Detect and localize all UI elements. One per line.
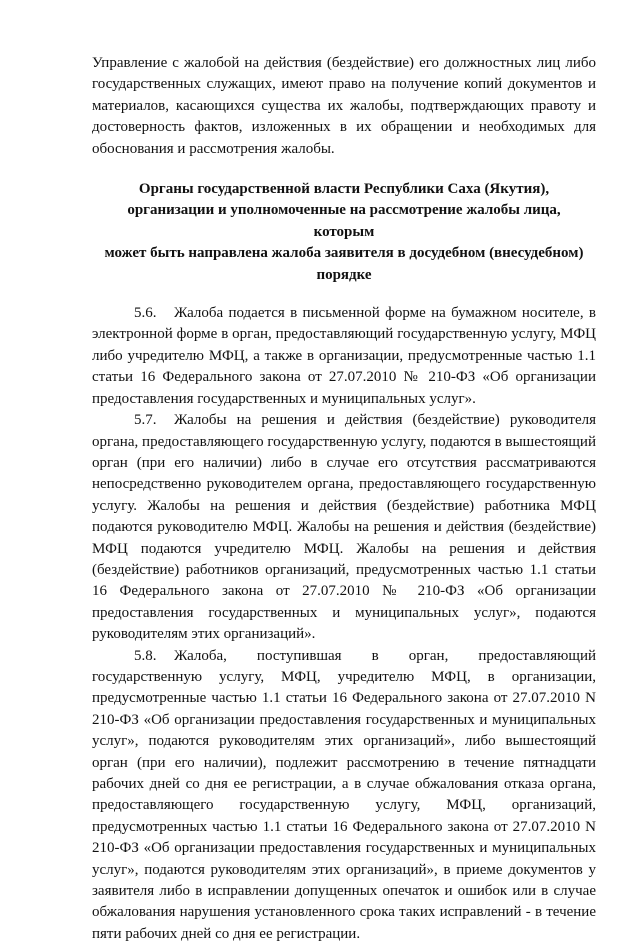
clause-5-8 [92,646,596,945]
document-page [92,53,596,945]
section-heading-line: может быть направлена жалоба заявителя в досудебном (внесудебном) [104,245,584,262]
clause-5-7 [92,410,596,645]
clause-number: 5.6. [134,305,157,322]
clause-text: Жалоба подается в письменной форме на бумажном носителе, в электронной форме в орган, предоставляющий государственную услугу, МФЦ либо учредителю МФЦ, а также в организации, предусмотренные частью 1.1 статьи 16 Федерального закона от 27.07.2010 № 210-ФЗ «Об организации предоставления государственных и муниципальных услуг». [92,305,596,407]
clause-5-6 [92,303,596,410]
clause-text: Жалобы на решения и действия (бездействие) руководителя органа, предоставляющего государственную услугу, подаются в вышестоящий орган (при его наличии) либо в случае его отсутствия рассматриваются непосредственно руководителем органа, предоставляющего государственную услугу. Жалобы на решения и действия (бездействие) работника МФЦ подаются руководителю МФЦ. Жалобы на решения и действия (бездействие) МФЦ подаются учредителю МФЦ. Жалобы на решения и действия (бездействие) работников организаций, предусмотренных частью 1.1 статьи 16 Федерального закона от 27.07.2010 № 210-ФЗ «Об организации предоставления государственных и муниципальных услуг», подаются руководителям этих организаций». [92,412,596,643]
section-heading [92,179,596,286]
intro-paragraph: Управление с жалобой на действия (бездействие) его должностных лиц либо государственных служащих, имеют право на получение копий документов и материалов, касающихся существа их жалобы, подтверждающих правоту и достоверность фактов, изложенных в их обращении и необходимых для обоснования и рассмотрения жалобы. [92,55,596,157]
clause-number: 5.8. [134,647,157,664]
section-heading-line: Органы государственной власти Республики Саха (Якутия), [138,181,550,198]
section-heading-line: организации и уполномоченные на рассмотрение жалобы лица, которым [127,202,561,240]
clause-number: 5.7. [134,412,157,429]
clause-text: Жалоба, поступившая в орган, предоставляющий государственную услугу, МФЦ, учредителю МФЦ, в организации, предусмотренные частью 1.1 статьи 16 Федерального закона от 27.07.2010 N 210-ФЗ «Об организации предоставления государственных и муниципальных услуг», подаются руководителям этих организаций», либо вышестоящий орган (при его наличии), подлежит рассмотрению в течение пятнадцати рабочих дней со дня ее регистрации, а в случае обжалования отказа органа, предоставляющего государственную услугу, МФЦ, организаций, предусмотренных частью 1.1 статьи 16 Федерального закона от 27.07.2010 N 210-ФЗ «Об организации предоставления государственных и муниципальных услуг», подаются руководителям этих организаций», в приеме документов у заявителя либо в исправлении допущенных опечаток и ошибок или в случае обжалования нарушения установленного срока таких исправлений - в течение пяти рабочих дней со дня ее регистрации. [92,647,596,942]
section-heading-line: порядке [316,266,372,283]
